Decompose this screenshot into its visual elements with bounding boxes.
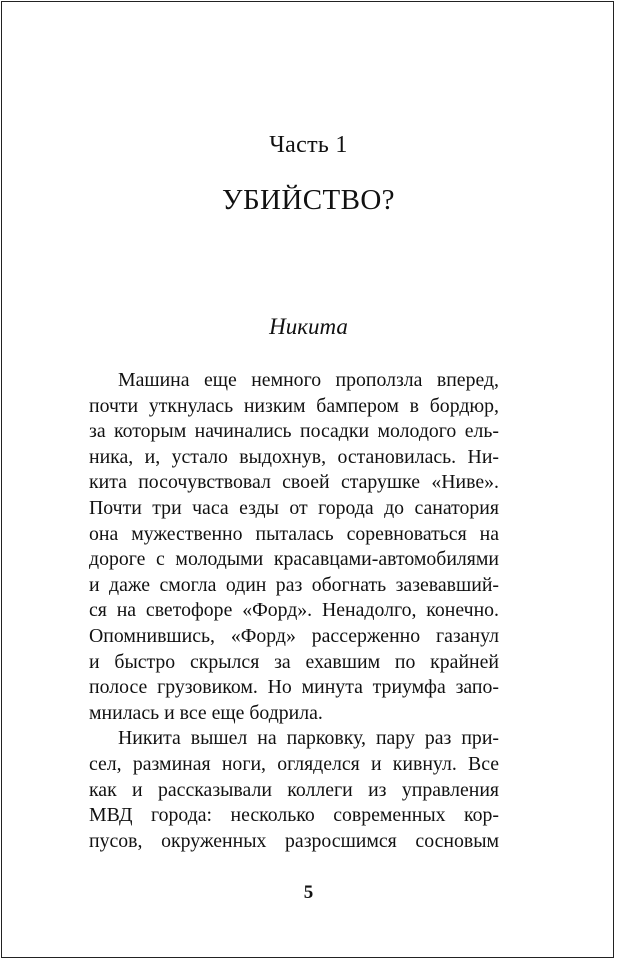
text-line: и быстро скрылся за ехавшим по крайней bbox=[89, 650, 499, 673]
text-line: и даже смогла один раз обогнать зазевавший- bbox=[89, 573, 499, 596]
text-line: ся на светофоре «Форд». Ненадолго, конечно. bbox=[89, 599, 499, 622]
text-line: МВД города: несколько современных кор- bbox=[89, 804, 499, 827]
text-line: Машина еще немного проползла вперед, bbox=[118, 369, 499, 391]
text-line: как и рассказывали коллеги из управления bbox=[89, 778, 499, 801]
body-text bbox=[89, 368, 499, 854]
part-title: УБИЙСТВО? bbox=[222, 184, 395, 216]
text-line: сел, разминая ноги, огляделся и кивнул. Все bbox=[89, 752, 499, 775]
part-label: Часть 1 bbox=[269, 132, 348, 158]
text-line: пусов, окруженных разросшимся сосновым bbox=[89, 829, 499, 852]
text-line: мнилась и все еще бодрила. bbox=[89, 701, 323, 724]
text-line: полосе грузовиком. Но минута триумфа запо- bbox=[89, 676, 499, 699]
text-line: Опомнившись, «Форд» рассерженно газанул bbox=[89, 624, 499, 647]
text-line: дороге с молодыми красавцами-автомобилями bbox=[89, 548, 499, 571]
text-line: Никита вышел на парковку, пару раз при- bbox=[118, 727, 499, 750]
text-line: Почти три часа езды от города до санатория bbox=[89, 496, 499, 519]
chapter-heading: Никита bbox=[269, 314, 348, 339]
text-line: за которым начинались посадки молодого ель- bbox=[89, 420, 499, 443]
text-line: она мужественно пыталась соревноваться на bbox=[89, 522, 499, 545]
text-line: почти уткнулась низким бампером в бордюр, bbox=[89, 394, 499, 417]
text-line: ника, и, устало выдохнув, остановилась. Ни- bbox=[89, 445, 499, 468]
page-number: 5 bbox=[303, 882, 314, 903]
text-line: кита посочувствовал своей старушке «Ниве». bbox=[89, 471, 499, 494]
